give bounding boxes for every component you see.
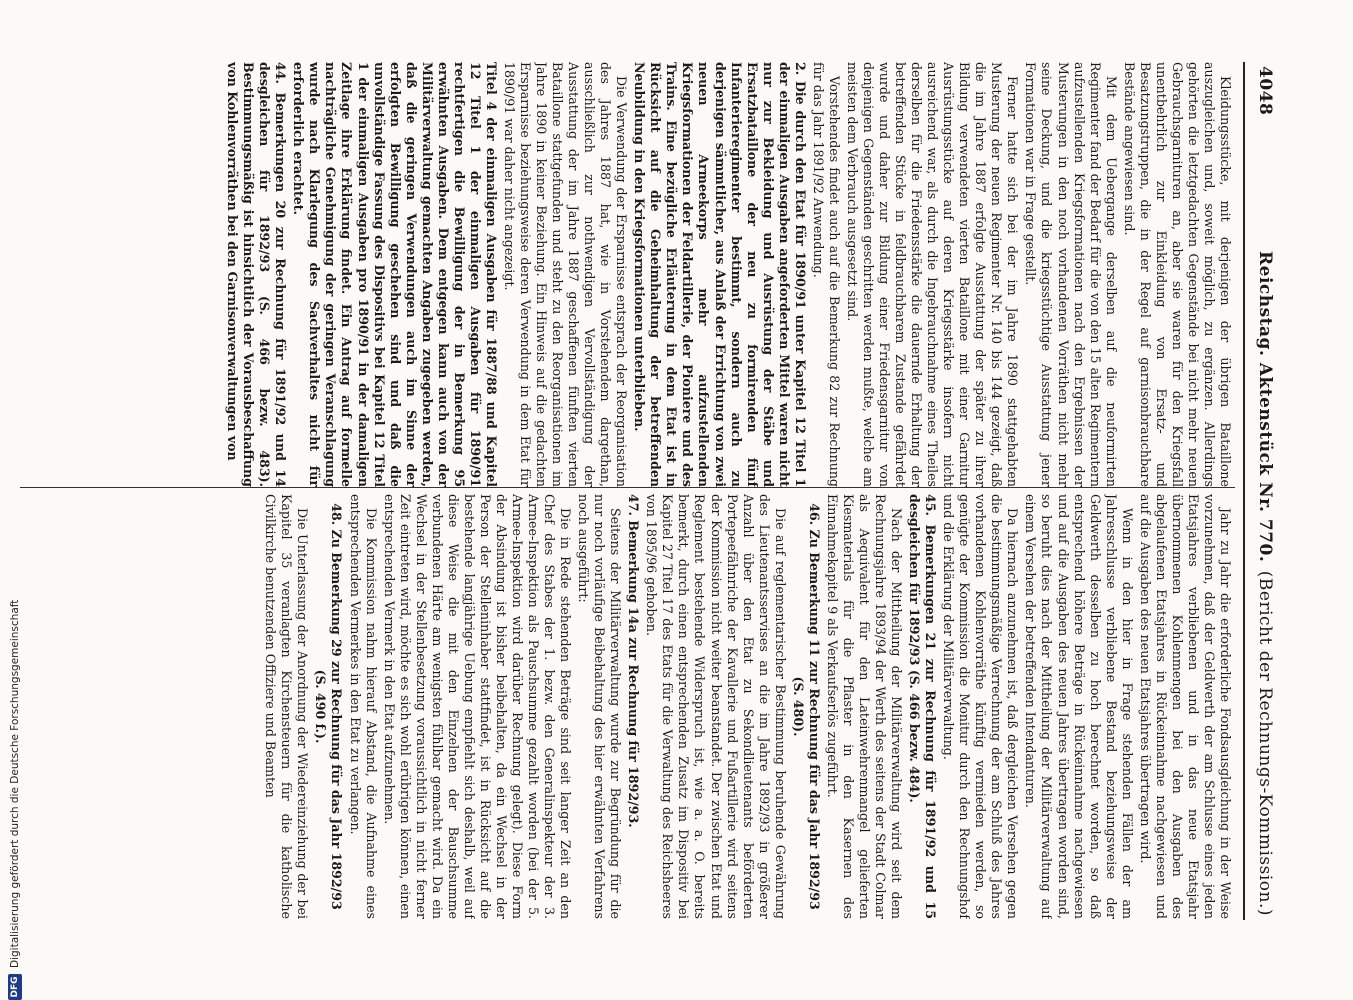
paragraph: Da hiernach anzunehmen ist, daß dergleichen Versehen gegen die bestimmungsmäßige Verrechnung der am Schluß des Jahres vorhandenen Kohlenvorräthe künftig vermieden werden, so genügte der Kommission die Monitur durch den Rechnungshof und die Erklärung der Militärverwaltung. xyxy=(941,494,1021,919)
dfg-logo: DFG xyxy=(8,974,22,1000)
paragraph: Die Kommission nahm hierauf Abstand, die Aufnahme eines entsprechenden Vermerkes in den Etat zu verlangen. xyxy=(347,494,379,919)
section-heading: 46. Zu Bemerkung 11 zur Rechnung für das Jahr 1892/93 (S. 480). xyxy=(790,503,822,910)
paragraph: Die Verwendung der Ersparnisse entsprach der Reorganisation des Jahres 1887 hat, wie in Vorstehendem dargethan, ausschließlich zur nothwendigen Vervollständigung der Ausstattung der im Jahre 1887 geschaffenen fünften vierten Bataillone stattgefunden und steht zu den Reorganisationen im Jahre 1890 in keiner Beziehung. Ein Hinweis auf die gedachten Ersparnisse beziehungsweise deren Verwendung in dem Etat für 1890/91 war daher nicht angezeigt. xyxy=(501,62,630,487)
numbered-item: 2. Die durch den Etat für 1890/91 unter Kapitel 12 Titel 1 der einmaligen Ausgaben angeforderten Mittel waren nicht nur zur Bekleidung und Ausrüstung der Stäbe und Ersatzbataillone der neu zu formirenden fünf Infanterieregimenter bestimmt, sondern auch zu derjenigen sämmtlicher, aus Anlaß der Errichtung von zwei neuen Armeekorps mehr aufzustellenden Kriegsformationen der Feldartillerie, der Pioniere und des Trains. Eine bezügliche Erläuterung in dem Etat ist in Rücksicht auf die Geheimhaltung der betreffenden Neubildung in den Kriegsformationen unterblieben. xyxy=(632,62,808,487)
right-column xyxy=(18,494,1233,919)
numbered-item: Titel 4 der einmaligen Ausgaben für 1887/88 und Kapitel 12 Titel 1 der einmaligen Ausgaben für 1890/91 rechtfertigen die Bewilligung der in Bemerkung 95 erwähnten Ausgaben. Dem entgegen kann auch von der Militärverwaltung gemachten Angaben zugegeben werden, daß die geringen Verwendungen auch im Sinne der erfolgten Bewilligung geschehen sind und daß die unvollständige Fassung des Dispositivs bei Kapitel 12 Titel 1 der einmaligen Ausgaben pro 1890/91 in der damaligen Zeitlage ihre Erklärung findet. Ein Antrag auf formelle nachträgliche Genehmigung der geringen Veranschlagung wurde nach Klarlegung des Sachverhaltes nicht für erforderlich erachtet. xyxy=(291,62,499,487)
section-heading: 48. Zu Bemerkung 29 zur Rechnung für das Jahr 1892/93 (S. 490 f.). xyxy=(313,503,345,910)
paragraph: Nach der Mittheilung der Militärverwaltung wird seit dem Rechnungsjahre 1893/94 der Werth des seitens der Stadt Colmar als Aequivalent für den Lateinwehrenmangel gelieferten Kiesmaterials für die Pflaster in den Kasernen des Einnahmekapitel 9 als Verkaufserlös zugeführt. xyxy=(824,494,905,919)
paragraph: Die in Rede stehenden Beträge sind seit langer Zeit an den Chef des Stabes der 1. bezw. den Generalinspekteur der 3. Armee-Inspektion als Pauschsumme gezahlt worden (bei der 5. Armee-Inspektion wird darüber Rechnung gelegt). Diese Form der Absindung ist bisher beibehalten, da ein Wechsel in der Person der Stelleninhaber stattfindet, ist in Rücksicht auf die bestehende langjährige Uebung empfiehlt sich deshalb, weil auf diese Weise die mit den Einzelnen der Bauschsumme verbundenen Härte am wenigsten fühlbar gemacht wird. Da ein Wechsel in der Stellenbesetzung voraussichtlich in nicht ferner Zeit eintreten wird, möchte es sich wohl erübrigen können, einen entsprechenden Vermerk in den Etat aufzunehmen. xyxy=(381,494,574,919)
paragraph: Mit dem Uebergange derselben auf die neuformirten Regimenter fand der Bedarf für die von den 15 alten Regimentern aufzustellenden Kriegsformationen nach den Ergebnissen der Musterungen in den noch vorhandenen Vorräthen nicht mehr seine Deckung, und die kriegsstüchtige Ausstattung jener Formationen war in Frage gestellt. xyxy=(1023,62,1119,487)
numbered-item: 45. Bemerkungen 21 zur Rechnung für 1891/92 und 15 desgleichen für 1892/93 (S. 466 bezw. 484). xyxy=(907,494,939,919)
page-header xyxy=(1249,66,1275,916)
paragraph: Vorstehendes findet auch auf die Bemerkung 82 zur Rechnung für das Jahr 1891/92 Anwendung. xyxy=(810,62,842,487)
paragraph: Ferner hatte sich bei der im Jahre 1890 stattgehabten Musterung der neuen Regimenter Nr. 140 bis 144 gezeigt, daß die im Jahre 1887 erfolgte Ausstattung der später zu ihrer Bildung verwendeten vierten Bataillone mit einer Garnitur Ausrüstungsstücke auf deren Kriegsstärke insofern nicht ausreichend war, als durch die Ingebrauchnahme eines Theiles derselben für die Friedensstärke die dauernde Erhaltung der betreffenden Stücke in feldbrauchbarem Zustande gefährdet wurde und daher zur Bildung einer Friedensgarnitur von denjenigen Gegenständen geschritten werden mußte, welche am meisten dem Verbrauch ausgesetzt sind. xyxy=(844,62,1021,487)
paragraph: Kleidungsstücke, mit derjenigen der übrigen Bataillone auszugleichen und, soweit möglich, zu ergänzen. Allerdings gehörten die letztgedachten Gegenstände bei nicht mehr neuen Gebrauchsgarnituren an, aber sie waren für den Kriegsfall unentbehrlich zur Einkleidung von Ersatz- und Besatzungstruppen, die in der Regel auf garnisonbrauchbare Bestände angewiesen sind. xyxy=(1121,62,1233,487)
credit-text: Digitalisierung gefördert durch die Deutsche Forschungsgemeinschaft xyxy=(9,599,21,968)
page-subtitle: (Bericht der Rechnungs-Kommission.) xyxy=(1255,570,1275,916)
numbered-item: 47. Bemerkung 14a zur Rechnung für 1892/93. xyxy=(626,494,642,828)
header-rule xyxy=(1243,62,1245,920)
paragraph: Die Unterlassung der Anordnung der Wiedereinziehung der bei Kapitel 35 veranlagten Kirchensteuern für die katholische Civilkirche benutzenden Offiziere und Beamten xyxy=(263,494,311,919)
numbered-item: 44. Bemerkungen 20 zur Rechnung für 1891/92 und 14 desgleichen für 1892/93 (S. 466 bezw. 483). Bestimmungsmäßig ist hinsichtlich der Vorausbeschaffung von Kohlenvorräthen bei den Garnisonverwaltungen von xyxy=(225,62,289,487)
paragraph: Seitens der Militärverwaltung wurde zur Begründung für die nur noch vorläufige Beibehaltung des hier erwähnten Verfahrens noch ausgeführt: xyxy=(576,494,624,919)
page-title: Reichstag. Aktenstück Nr. 770. xyxy=(1255,251,1275,563)
column-divider xyxy=(20,487,1235,488)
page-number: 4048 xyxy=(1255,66,1275,116)
left-column xyxy=(18,62,1233,487)
paragraph: Jahr zu Jahr die erforderliche Fondsausgleichung in der Weise vorzunehmen, daß der Geldwerth der am Schlusse eines jeden Etatsjahres verbliebenen und in das neue Etatsjahr übernommenen Kohlenmengen bei den Ausgaben des abgelaufenen Etatsjahres in Rückeinnahme nachgewiesen und auf die Ausgaben des neuen Etatsjahres übertragen wird. xyxy=(1137,494,1233,919)
paragraph: Wenn in den hier in Frage stehenden Fällen der am Jahresschlusse verbliebene Bestand beziehungsweise der Geldwerth desselben zu hoch berechnet worden, so daß entsprechend höhere Beträge in Rückeinnahme nachgewiesen und auf die Ausgaben des neuen Jahres übertragen worden sind, so beruht dies nach der Mittheilung der Militärverwaltung auf einem Versehen der betreffenden Intendanturen. xyxy=(1023,494,1135,919)
paragraph: Die auf reglementarischer Bestimmung beruhende Gewährung des Lieutenantsservises an die im Jahre 1892/93 in größerer Anzahl über den Etat zu Sekondlieutenants beförderten Portepeefähnriche der Kavallerie und Fußartillerie wird seitens der Kommission nicht weiter beanstandet. Der zwischen Etat und Reglement bestehende Widerspruch ist, wie a. a. O. bereits bemerkt, durch einen entsprechenden Zusatz im Dispositiv bei Kapitel 27 Titel 17 des Etats für die Verwaltung des Reichsheeres von 1895/96 gehoben. xyxy=(644,494,788,919)
